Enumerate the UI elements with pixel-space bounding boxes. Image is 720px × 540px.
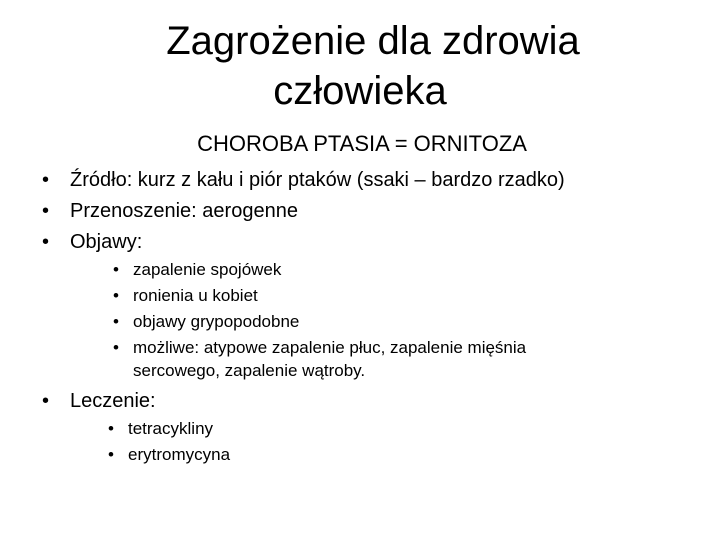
subtitle-text: CHOROBA PTASIA = ORNITOZA bbox=[197, 131, 527, 156]
sub-bullet-text: erytromycyna bbox=[128, 445, 231, 464]
bullet-icon: • bbox=[108, 445, 114, 464]
title-line-1: Zagrożenie dla zdrowia bbox=[166, 19, 580, 63]
sub-bullet-text: tetracykliny bbox=[128, 419, 214, 438]
bullet-text: Przenoszenie: aerogenne bbox=[70, 200, 298, 222]
bullet-icon: • bbox=[108, 419, 114, 438]
bullet-icon: • bbox=[113, 286, 119, 305]
bullet-icon: • bbox=[42, 200, 50, 222]
bullet-icon: • bbox=[42, 390, 50, 412]
bullet-icon: • bbox=[113, 312, 119, 331]
slide-title bbox=[0, 16, 720, 116]
slide-subtitle bbox=[0, 130, 720, 158]
title-line-2: człowieka bbox=[273, 69, 447, 113]
sub-bullet-text: zapalenie spojówek bbox=[133, 260, 282, 279]
sub-bullet-text: możliwe: atypowe zapalenie płuc, zapalenie mięśnia bbox=[133, 338, 527, 357]
sub-bullet-continuation: sercowego, zapalenie wątroby. bbox=[133, 361, 366, 380]
bullet-icon: • bbox=[113, 338, 119, 357]
bullet-icon: • bbox=[113, 260, 119, 279]
bullet-icon: • bbox=[42, 169, 50, 191]
bullet-text: Źródło: kurz z kału i piór ptaków (ssaki – bardzo rzadko) bbox=[70, 169, 565, 191]
sub-bullet-text: ronienia u kobiet bbox=[133, 286, 258, 305]
bullet-text: Leczenie: bbox=[70, 390, 156, 412]
bullet-text: Objawy: bbox=[70, 231, 143, 253]
sub-bullet-text: objawy grypopodobne bbox=[133, 312, 300, 331]
bullet-icon: • bbox=[42, 231, 50, 253]
